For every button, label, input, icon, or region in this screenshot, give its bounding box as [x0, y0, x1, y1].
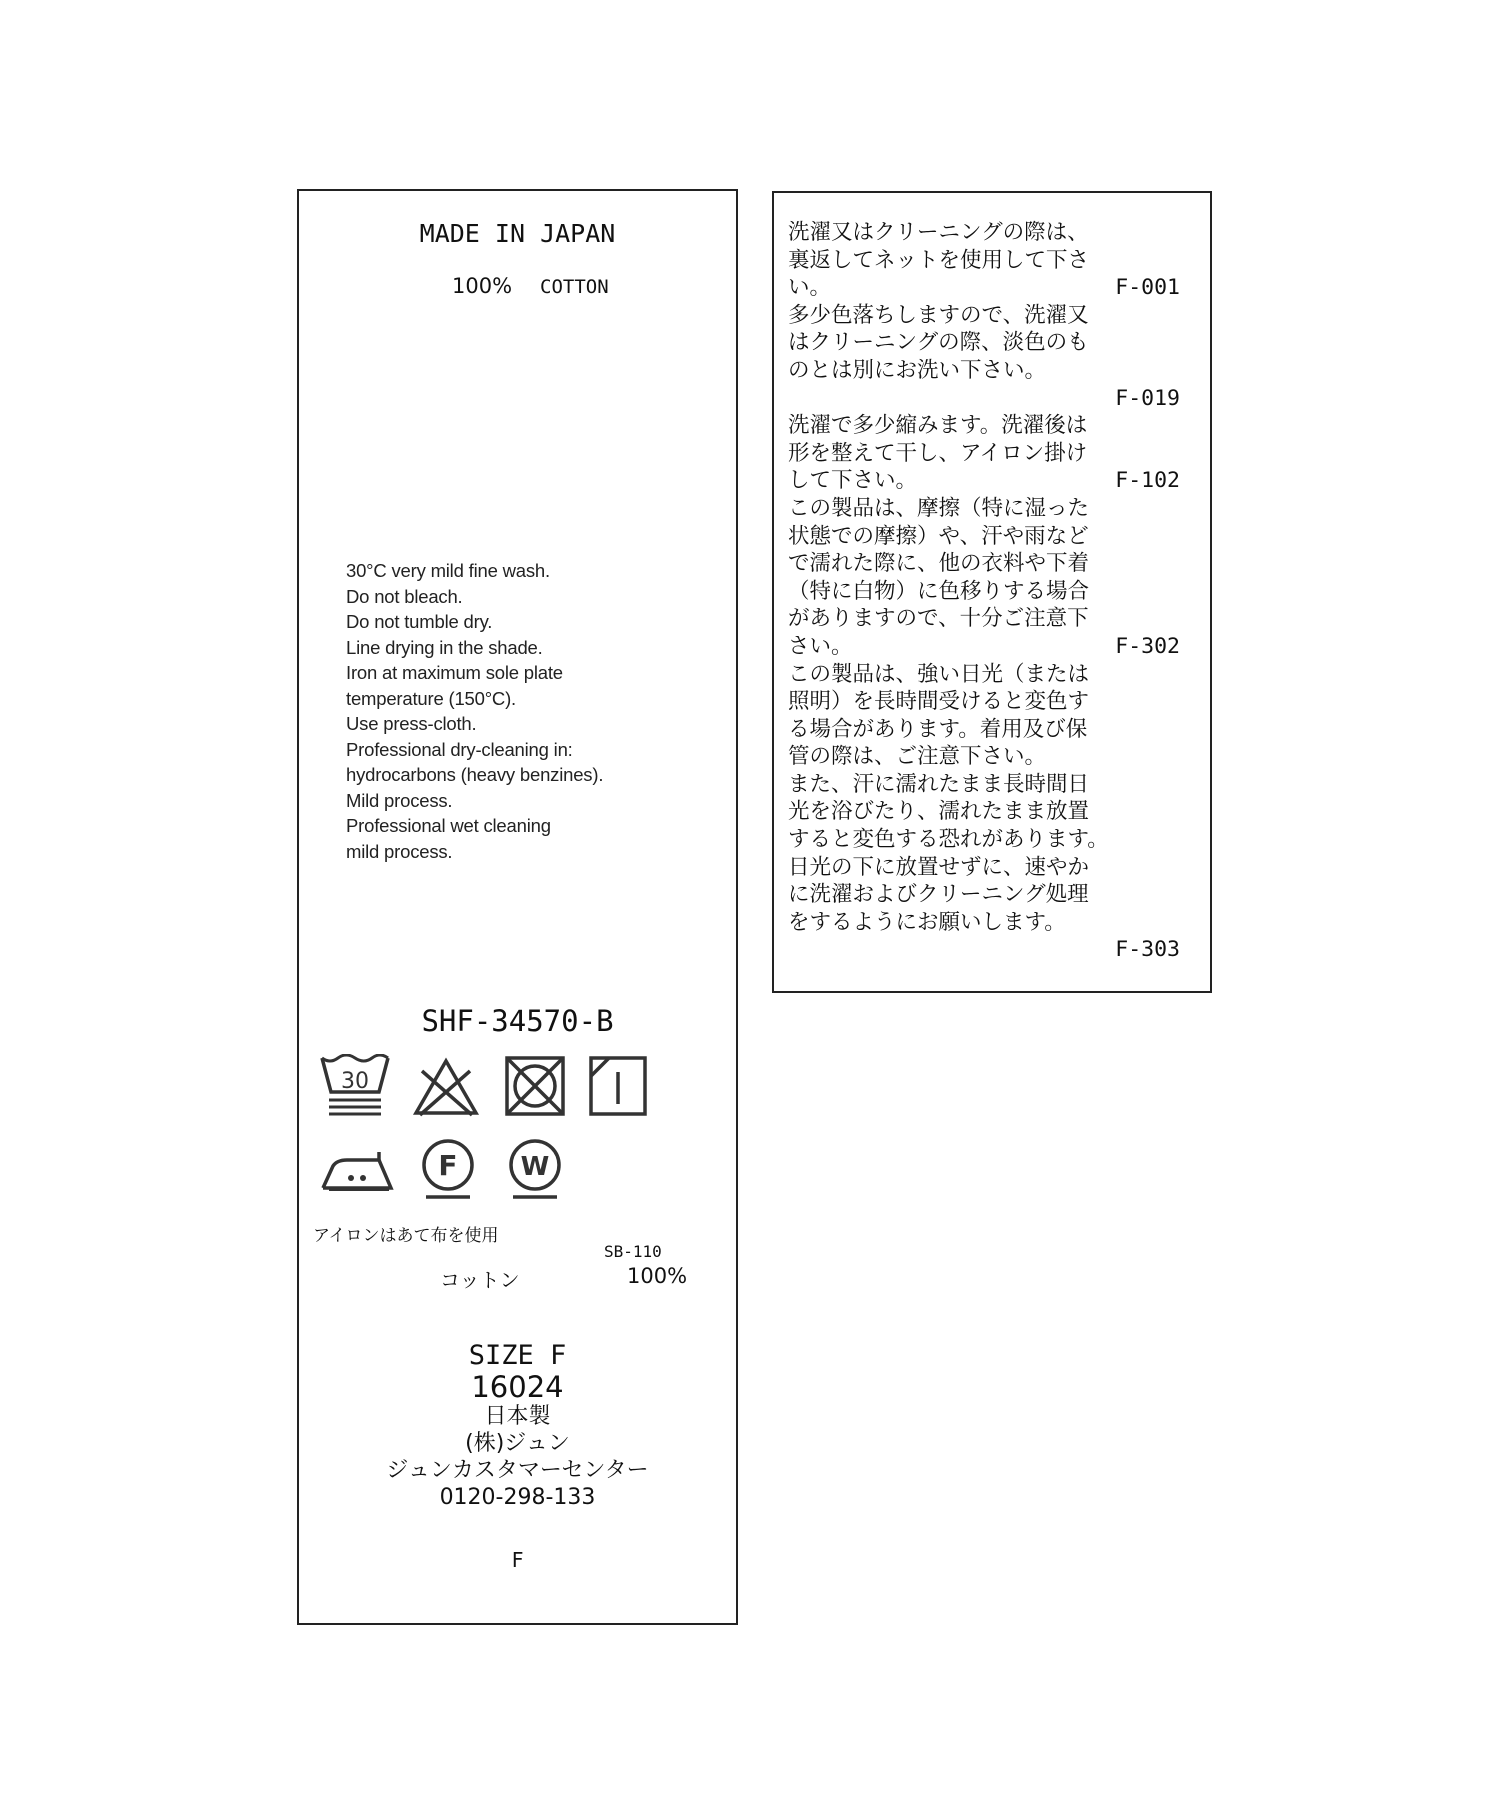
- caution-line: 洗濯で多少縮みます。洗濯後は: [788, 413, 1088, 439]
- wet-clean-w-icon: [505, 1137, 565, 1203]
- caution-code: F-102: [1115, 468, 1180, 494]
- customer-center: ジュンカスタマーセンター: [386, 1458, 649, 1483]
- caution-line: る場合があります。着用及び保: [788, 716, 1088, 742]
- caution-line-text: さい。: [788, 633, 853, 659]
- caution-line: この製品は、摩擦（特に湿った: [788, 495, 1090, 521]
- caution-line-text: して下さい。: [788, 468, 918, 494]
- made-in-text: MADE IN JAPAN: [419, 219, 616, 248]
- lot-number: 16024: [471, 1370, 564, 1404]
- care-instructions-en: [346, 558, 603, 864]
- caution-line: で濡れた際に、他の衣料や下着: [788, 551, 1090, 577]
- wet-clean-letter: W: [520, 1152, 550, 1182]
- care-line: Use press-cloth.: [346, 713, 477, 734]
- caution-line: 裏返してネットを使用して下さ: [788, 247, 1090, 273]
- iron-note: アイロンはあて布を使用: [313, 1226, 499, 1246]
- caution-line: のとは別にお洗い下さい。: [788, 357, 1047, 383]
- company-name: (株)ジュン: [465, 1431, 570, 1456]
- caution-line: [788, 633, 1188, 661]
- care-label-left: [297, 189, 738, 1625]
- caution-code: F-303: [1115, 937, 1180, 963]
- care-line: Mild process.: [346, 789, 453, 811]
- care-line: Line drying in the shade.: [346, 636, 543, 658]
- care-line: temperature (150°C).: [346, 687, 516, 709]
- caution-line: 日光の下に放置せずに、速やか: [788, 854, 1090, 880]
- phone-number: 0120-298-133: [439, 1485, 596, 1510]
- caution-line: この製品は、強い日光（または: [788, 661, 1090, 687]
- caution-text-ja: [788, 219, 1188, 964]
- fiber-percent: 100%: [452, 274, 513, 298]
- composition-percent: 100%: [627, 1264, 688, 1288]
- caution-code: F-302: [1115, 633, 1180, 659]
- caution-code: F-019: [1115, 385, 1180, 411]
- size-text: SIZE F: [468, 1340, 567, 1371]
- caution-code: F-001: [1115, 275, 1180, 301]
- dry-clean-f-icon: [418, 1137, 478, 1203]
- care-line: Professional wet cleaning: [346, 815, 551, 836]
- do-not-tumble-dry-icon: [502, 1054, 568, 1118]
- caution-line: はクリーニングの際、淡色のも: [788, 330, 1089, 356]
- caution-line: 照明）を長時間受けると変色す: [788, 689, 1090, 715]
- caution-line: （特に白物）に色移りする場合: [788, 578, 1090, 604]
- size-code: F: [511, 1548, 524, 1572]
- caution-line: 形を整えて干し、アイロン掛け: [788, 440, 1088, 466]
- care-line: Professional dry-cleaning in:: [346, 738, 573, 760]
- caution-line: をするようにお願いします。: [788, 909, 1066, 935]
- caution-line: すると変色する恐れがあります。: [788, 827, 1109, 853]
- wash-temp-text: 30: [341, 1069, 369, 1094]
- care-line: hydrocarbons (heavy benzines).: [346, 764, 604, 785]
- fiber-name: COTTON: [540, 276, 609, 298]
- caution-line: 洗濯又はクリーニングの際は、: [788, 220, 1089, 245]
- fiber-content: [452, 274, 609, 298]
- do-not-bleach-icon: [412, 1057, 480, 1117]
- origin-ja: 日本製: [484, 1404, 551, 1429]
- style-number: SHF-34570-B: [421, 1004, 614, 1038]
- line-dry-shade-icon: [587, 1054, 649, 1118]
- care-line: mild process.: [346, 840, 453, 862]
- wash-30-very-mild-icon: [319, 1054, 391, 1118]
- care-line: Do not bleach.: [346, 585, 463, 607]
- caution-line: また、汗に濡れたまま長時間日: [788, 771, 1090, 797]
- care-line: 30°C very mild fine wash.: [346, 560, 550, 581]
- dry-clean-letter: F: [438, 1149, 458, 1182]
- caution-line: がありますので、十分ご注意下: [788, 606, 1089, 632]
- caution-line: [788, 274, 1188, 302]
- caution-line: 多少色落ちしますので、洗濯又: [788, 302, 1089, 328]
- caution-line: 光を浴びたり、濡れたまま放置: [788, 799, 1090, 825]
- composition-ja: コットン: [440, 1268, 520, 1292]
- care-label-right: [772, 191, 1212, 993]
- care-line: Iron at maximum sole plate: [346, 662, 563, 683]
- maker-info: [299, 1341, 736, 1511]
- caution-line: 管の際は、ご注意下さい。: [788, 744, 1047, 770]
- sb-code: SB-110: [604, 1242, 662, 1261]
- caution-line-text: い。: [788, 275, 832, 301]
- care-line: Do not tumble dry.: [346, 611, 493, 632]
- iron-medium-icon: [319, 1148, 397, 1194]
- caution-line: に洗濯およびクリーニング処理: [788, 882, 1089, 908]
- caution-line: 状態での摩擦）や、汗や雨など: [788, 523, 1089, 549]
- caution-line: [788, 467, 1188, 495]
